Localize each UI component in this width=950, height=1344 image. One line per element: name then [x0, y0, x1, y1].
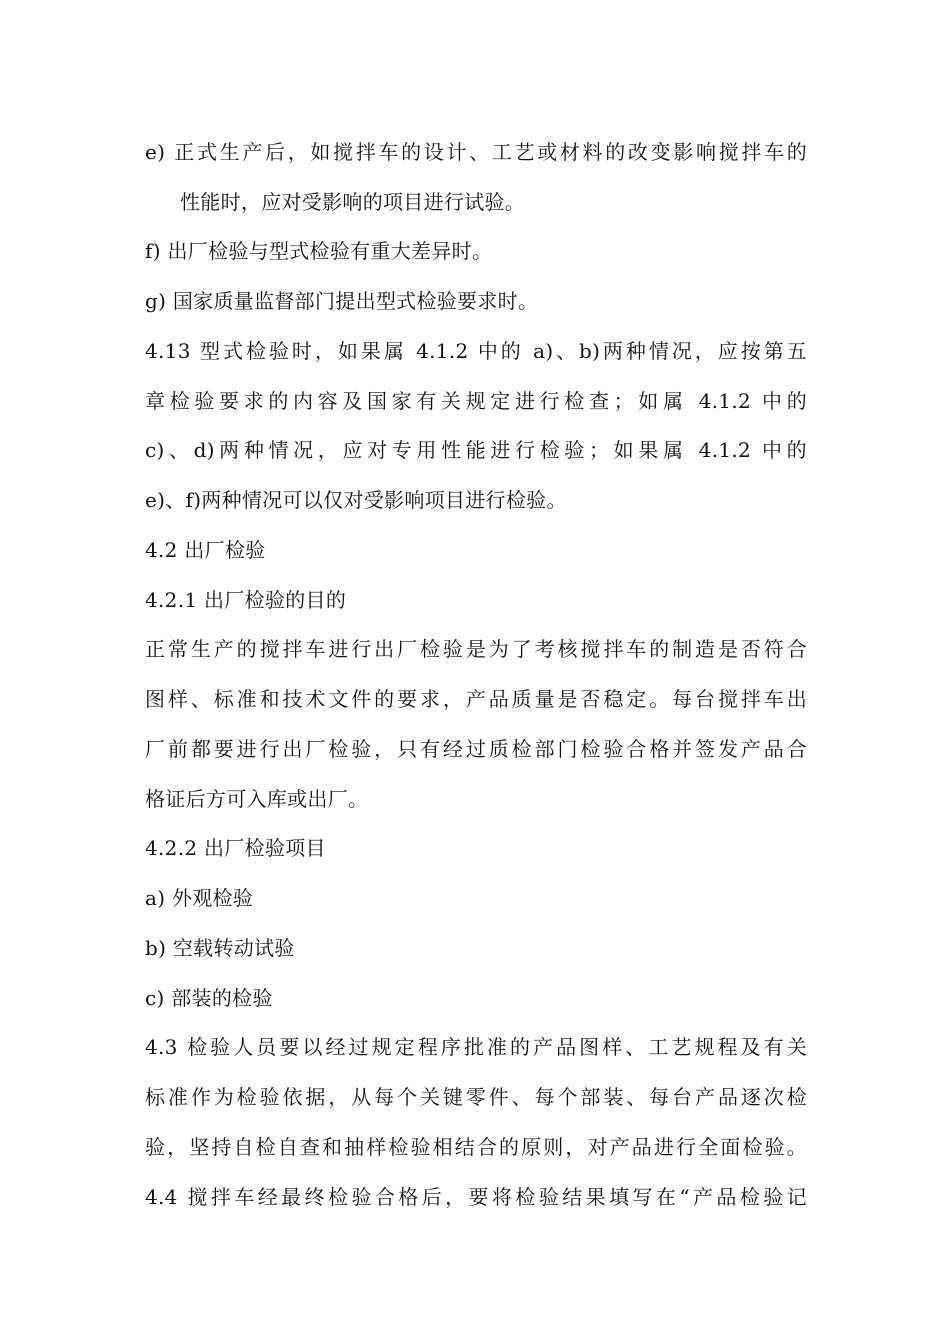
section-heading-4-2: 4.2 出厂检验	[145, 538, 266, 562]
text-line-4: g) 国家质量监督部门提出型式检验要求时。	[145, 289, 539, 313]
text-line-19: 4.3 检验人员要以经过规定程序批准的产品图样、工艺规程及有关	[145, 1035, 807, 1059]
text-line-6: 章检验要求的内容及国家有关规定进行检查；如属 4.1.2 中的	[145, 389, 807, 413]
list-item-a: a) 外观检验	[145, 886, 254, 910]
text-line-2: 性能时，应对受影响的项目进行试验。	[180, 190, 526, 214]
text-line-13: 厂前都要进行出厂检验，只有经过质检部门检验合格并签发产品合	[145, 737, 807, 761]
text-line-12: 图样、标准和技术文件的要求，产品质量是否稳定。每台搅拌车出	[145, 687, 807, 711]
list-item-c: c) 部装的检验	[145, 986, 273, 1010]
text-line-14: 格证后方可入库或出厂。	[145, 787, 369, 811]
text-line-11: 正常生产的搅拌车进行出厂检验是为了考核搅拌车的制造是否符合	[145, 637, 807, 661]
section-heading-4-2-1: 4.2.1 出厂检验的目的	[145, 588, 347, 612]
text-line-3: f) 出厂检验与型式检验有重大差异时。	[145, 239, 493, 263]
text-line-22: 4.4 搅拌车经最终检验合格后，要将检验结果填写在“产品检验记	[145, 1185, 807, 1209]
text-line-5: 4.13 型式检验时，如果属 4.1.2 中的 a)、b)两种情况，应按第五	[145, 339, 807, 363]
text-line-7: c)、d)两种情况，应对专用性能进行检验；如果属 4.1.2 中的	[145, 438, 807, 462]
text-line-1: e) 正式生产后，如搅拌车的设计、工艺或材料的改变影响搅拌车的	[145, 140, 807, 164]
text-line-20: 标准作为检验依据，从每个关键零件、每个部装、每台产品逐次检	[145, 1085, 807, 1109]
list-item-b: b) 空载转动试验	[145, 936, 295, 960]
text-line-8: e)、f)两种情况可以仅对受影响项目进行检验。	[145, 488, 567, 512]
text-line-21: 验，坚持自检自查和抽样检验相结合的原则，对产品进行全面检验。	[145, 1135, 807, 1159]
section-heading-4-2-2: 4.2.2 出厂检验项目	[145, 836, 326, 860]
